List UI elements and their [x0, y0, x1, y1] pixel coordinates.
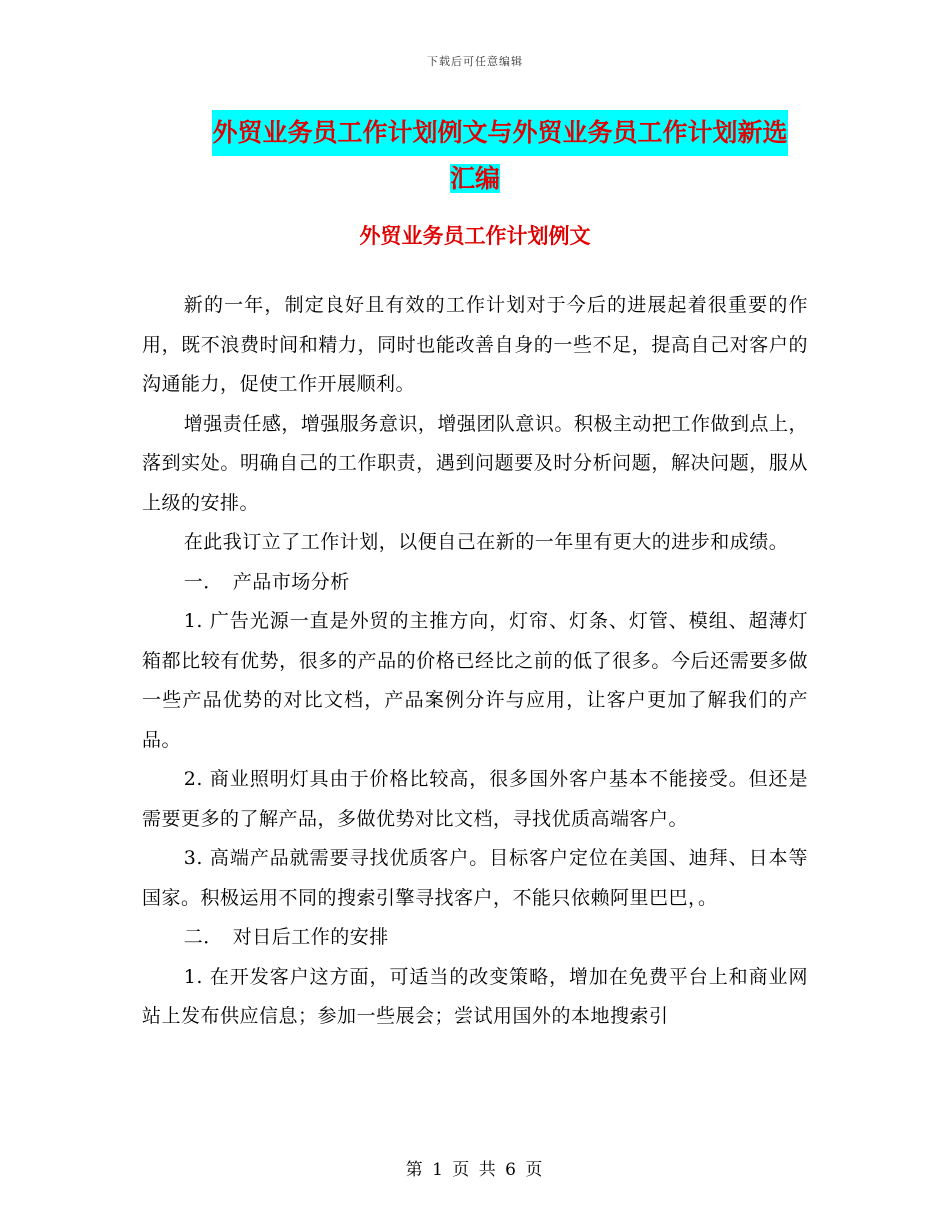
- paragraph-item-1: 1. 广告光源一直是外贸的主推方向，灯帘、灯条、灯管、模组、超薄灯箱都比较有优势，很多的产品的价格已经比之前的低了很多。今后还需要多做一些产品优势的对比文档，产品案例分许与应用，让客户更加了解我们的产品。: [142, 610, 808, 751]
- paragraph-item-3: 3. 高端产品就需要寻找优质客户。目标客户定位在美国、迪拜、日本等国家。积极运用不同的搜索引擎寻找客户，不能只依赖阿里巴巴，。: [142, 847, 808, 909]
- heading-future-arrangements: 二． 对日后工作的安排: [183, 926, 389, 948]
- page-number-footer: 第 1 页 共 6 页: [405, 1160, 545, 1180]
- document-title-line-1: 外贸业务员工作计划例文与外贸业务员工作计划新选: [212, 110, 787, 156]
- paragraph-item-2: 2. 商业照明灯具由于价格比较高，很多国外客户基本不能接受。但还是需要更多的了解产品，多做优势对比文档，寻找优质高端客户。: [142, 768, 808, 830]
- document-title: [0, 110, 950, 202]
- heading-market-analysis: 一． 产品市场分析: [183, 570, 350, 593]
- document-body: [142, 286, 808, 1037]
- paragraph-plan-purpose: 在此我订立了工作计划，以便自己在新的一年里有更大的进步和成绩。: [183, 531, 789, 553]
- section-title: 外贸业务员工作计划例文: [359, 224, 591, 248]
- paragraph-responsibility: 增强责任感，增强服务意识，增强团队意识。积极主动把工作做到点上，落到实处。明确自己的工作职责，遇到问题要及时分析问题，解决问题，服从上级的安排。: [142, 412, 808, 514]
- paragraph-intro: 新的一年，制定良好且有效的工作计划对于今后的进展起着很重要的作用，既不浪费时间和精力，同时也能改善自身的一些不足，提高自己对客户的沟通能力，促使工作开展顺利。: [142, 294, 808, 395]
- header-note: 下载后可任意编辑: [427, 55, 523, 68]
- paragraph-arrangement-1: 1. 在开发客户这方面，可适当的改变策略，增加在免费平台上和商业网站上发布供应信息；参加一些展会；尝试用国外的本地搜索引: [142, 965, 808, 1027]
- document-title-line-2: 汇编: [449, 164, 500, 193]
